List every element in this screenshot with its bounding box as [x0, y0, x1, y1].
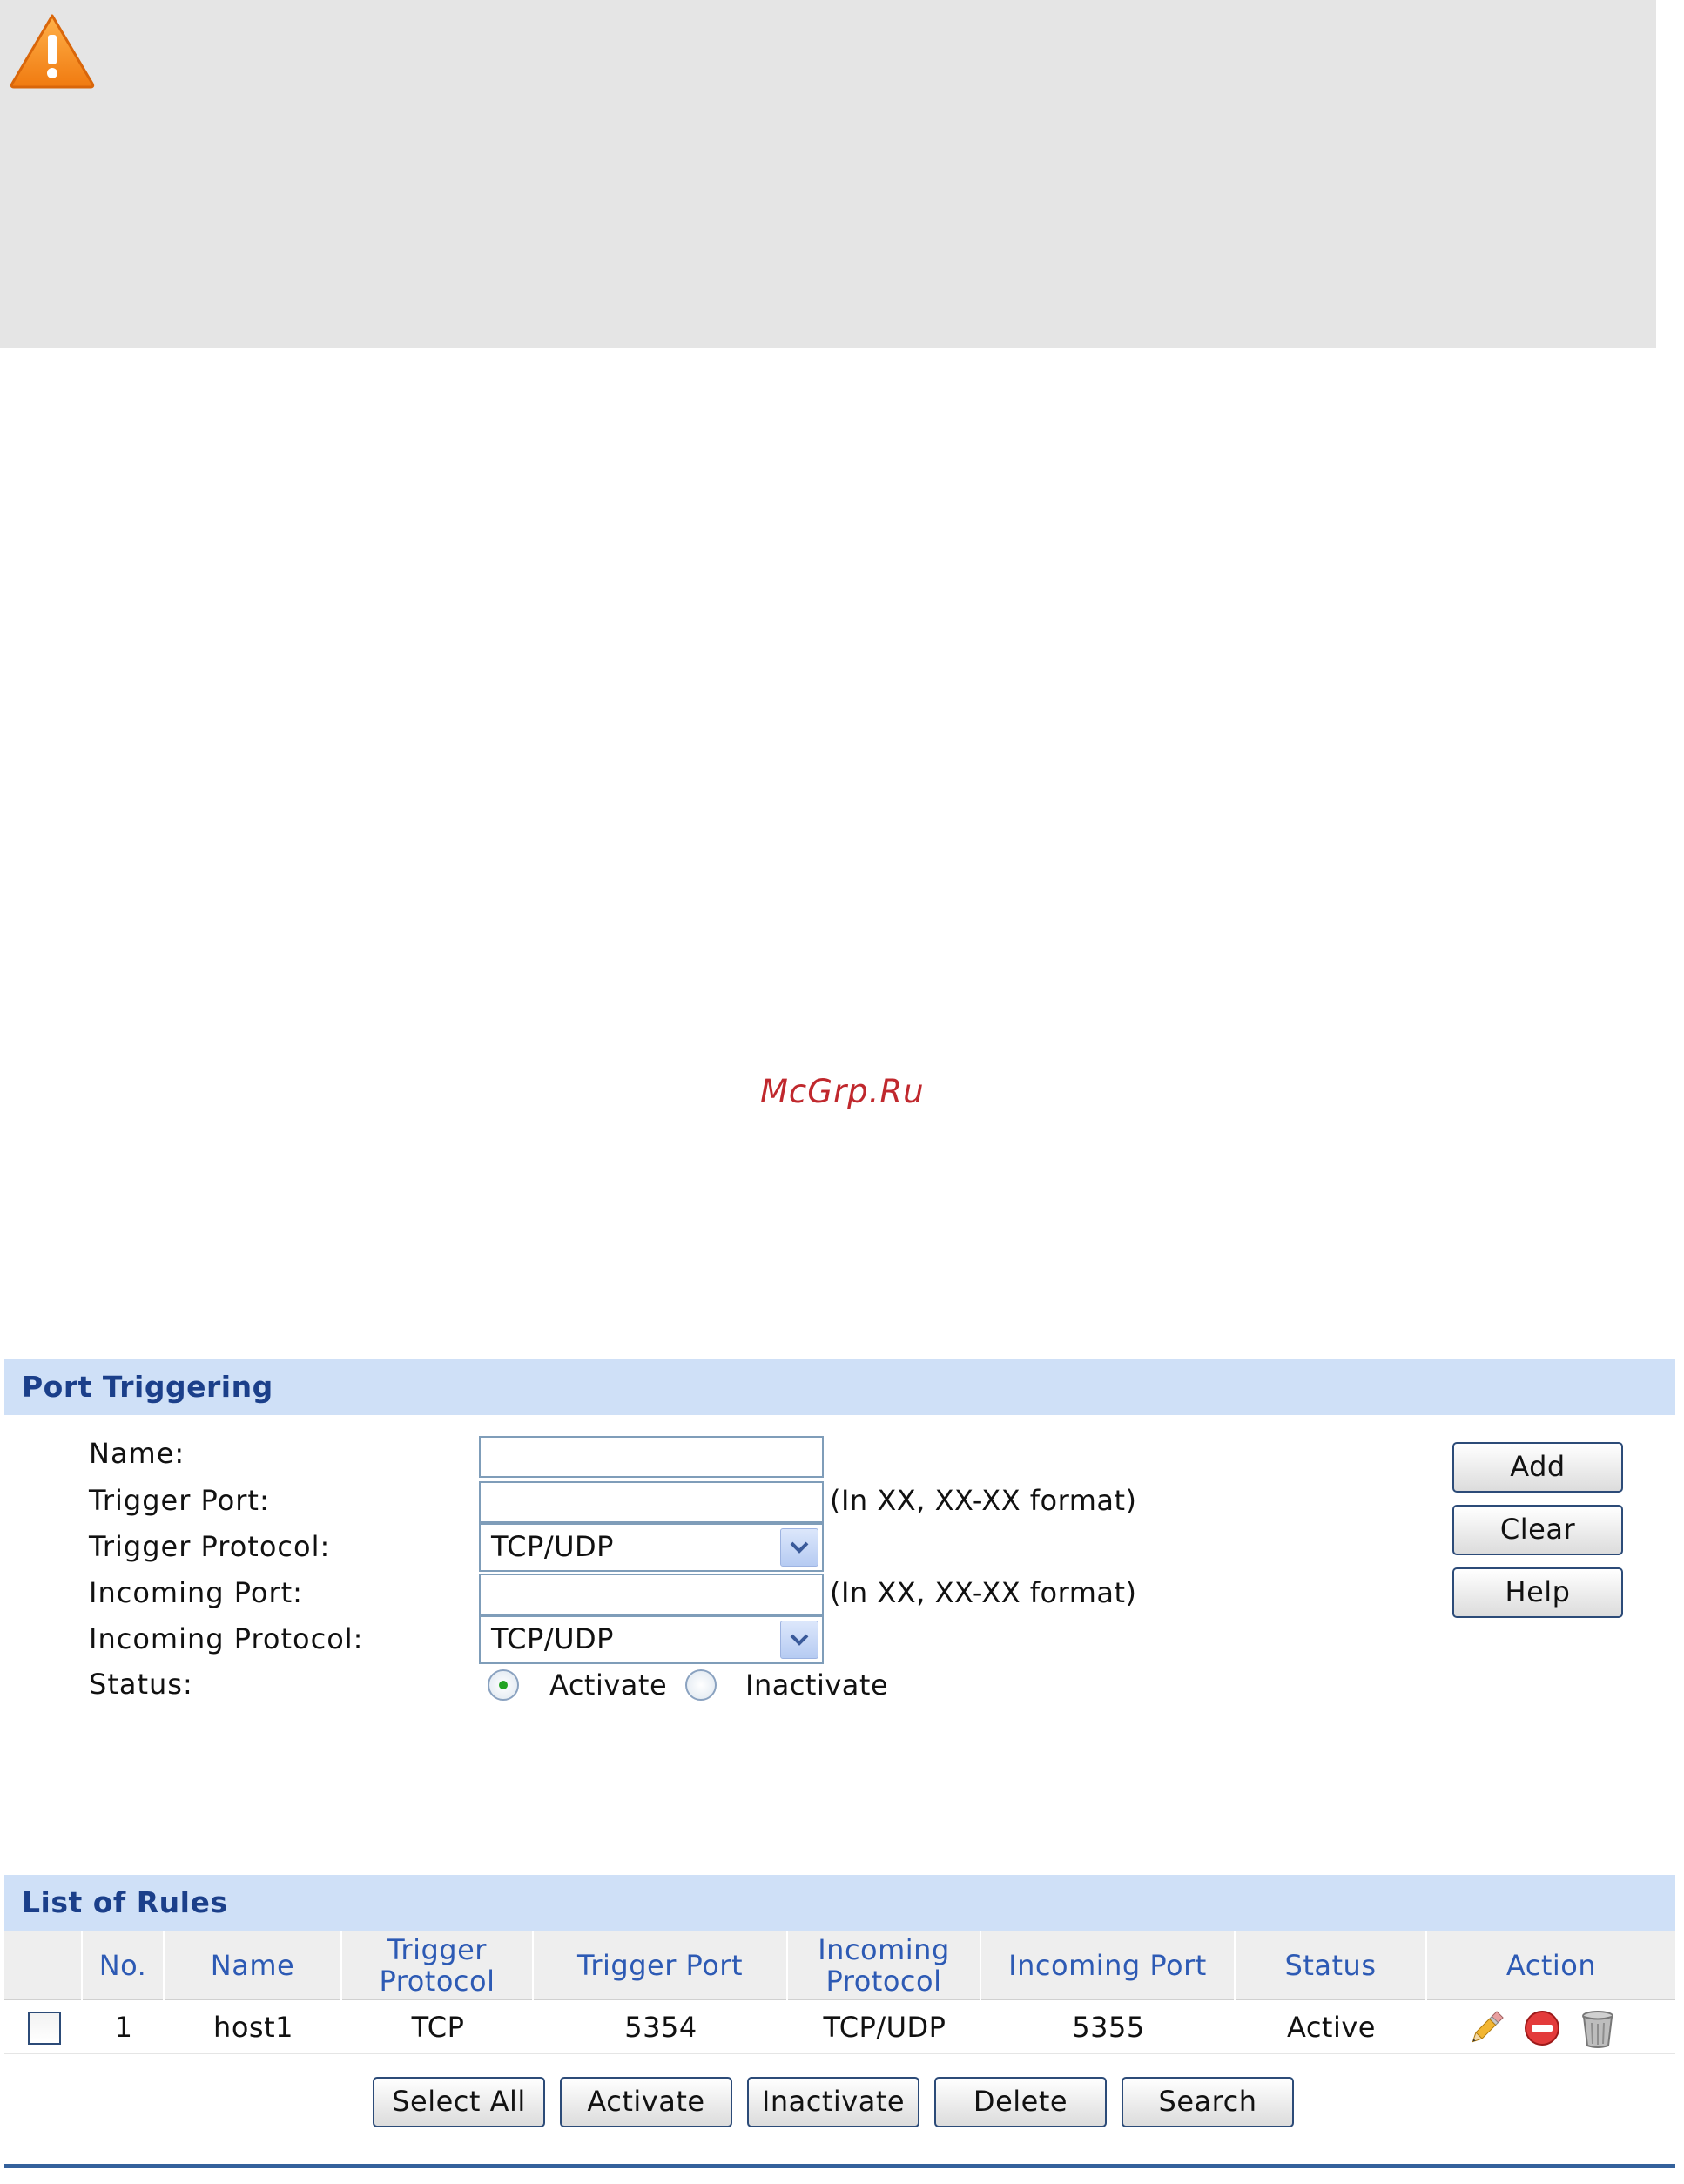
col-trigger-protocol: Trigger Protocol — [342, 1931, 534, 2000]
incoming-port-input[interactable] — [479, 1574, 824, 1615]
pencil-icon[interactable] — [1465, 2007, 1507, 2049]
trigger-port-format-hint: (In XX, XX-XX format) — [830, 1484, 1137, 1517]
col-select — [4, 1931, 83, 2000]
status-activate-label: Activate — [549, 1668, 668, 1702]
section-title-port-triggering: Port Triggering — [4, 1359, 1675, 1415]
clear-button[interactable]: Clear — [1452, 1505, 1623, 1555]
incoming-protocol-value: TCP/UDP — [491, 1622, 614, 1655]
table-row — [4, 2000, 1675, 2054]
activate-button[interactable]: Activate — [560, 2077, 732, 2127]
delete-button[interactable]: Delete — [934, 2077, 1107, 2127]
incoming-protocol-label: Incoming Protocol: — [89, 1622, 364, 1655]
select-all-button[interactable]: Select All — [373, 2077, 545, 2127]
status-activate-radio[interactable] — [488, 1669, 519, 1701]
cell-status: Active — [1287, 2011, 1376, 2044]
status-inactivate-radio[interactable] — [685, 1669, 717, 1701]
rules-table-header — [4, 1931, 1675, 2000]
trigger-protocol-select[interactable] — [479, 1523, 824, 1572]
trigger-port-input[interactable] — [479, 1481, 824, 1523]
note-box — [0, 0, 1656, 348]
col-trigger-port: Trigger Port — [534, 1931, 788, 2000]
cell-incoming-port: 5355 — [1072, 2011, 1145, 2044]
trigger-protocol-label: Trigger Protocol: — [89, 1530, 331, 1563]
chevron-down-icon[interactable] — [780, 1621, 818, 1659]
trash-icon[interactable] — [1577, 2007, 1619, 2049]
incoming-port-label: Incoming Port: — [89, 1576, 303, 1609]
incoming-port-format-hint: (In XX, XX-XX format) — [830, 1576, 1137, 1609]
cell-trigger-port: 5354 — [624, 2011, 697, 2044]
trigger-protocol-value: TCP/UDP — [491, 1530, 614, 1563]
port-triggering-form — [4, 1415, 1675, 1875]
cell-name: host1 — [213, 2011, 293, 2044]
cell-trigger-protocol: TCP — [411, 2011, 465, 2044]
search-button[interactable]: Search — [1122, 2077, 1294, 2127]
incoming-protocol-select[interactable] — [479, 1615, 824, 1664]
col-name: Name — [165, 1931, 342, 2000]
watermark-text: McGrp.Ru — [760, 1073, 925, 1110]
cell-no: 1 — [114, 2011, 133, 2044]
warning-triangle-icon — [9, 12, 96, 89]
bottom-divider — [4, 2164, 1675, 2168]
col-incoming-port: Incoming Port — [981, 1931, 1236, 2000]
status-label: Status: — [89, 1668, 193, 1701]
add-button[interactable]: Add — [1452, 1442, 1623, 1493]
row-select-checkbox[interactable] — [28, 2012, 61, 2045]
chevron-down-icon[interactable] — [780, 1528, 818, 1567]
section-title-list-of-rules: List of Rules — [4, 1875, 1675, 1931]
inactivate-button[interactable]: Inactivate — [747, 2077, 919, 2127]
name-input[interactable] — [479, 1436, 824, 1478]
trigger-port-label: Trigger Port: — [89, 1484, 270, 1517]
col-action: Action — [1505, 1949, 1597, 1982]
port-triggering-panel — [4, 1359, 1675, 2178]
status-inactivate-label: Inactivate — [745, 1668, 889, 1702]
col-no: No. — [83, 1931, 165, 2000]
col-incoming-protocol: Incoming Protocol — [788, 1931, 981, 2000]
name-label: Name: — [89, 1437, 185, 1470]
col-status: Status — [1236, 1931, 1427, 2000]
cell-incoming-protocol: TCP/UDP — [823, 2011, 946, 2044]
no-entry-icon[interactable] — [1521, 2007, 1563, 2049]
help-button[interactable]: Help — [1452, 1567, 1623, 1618]
